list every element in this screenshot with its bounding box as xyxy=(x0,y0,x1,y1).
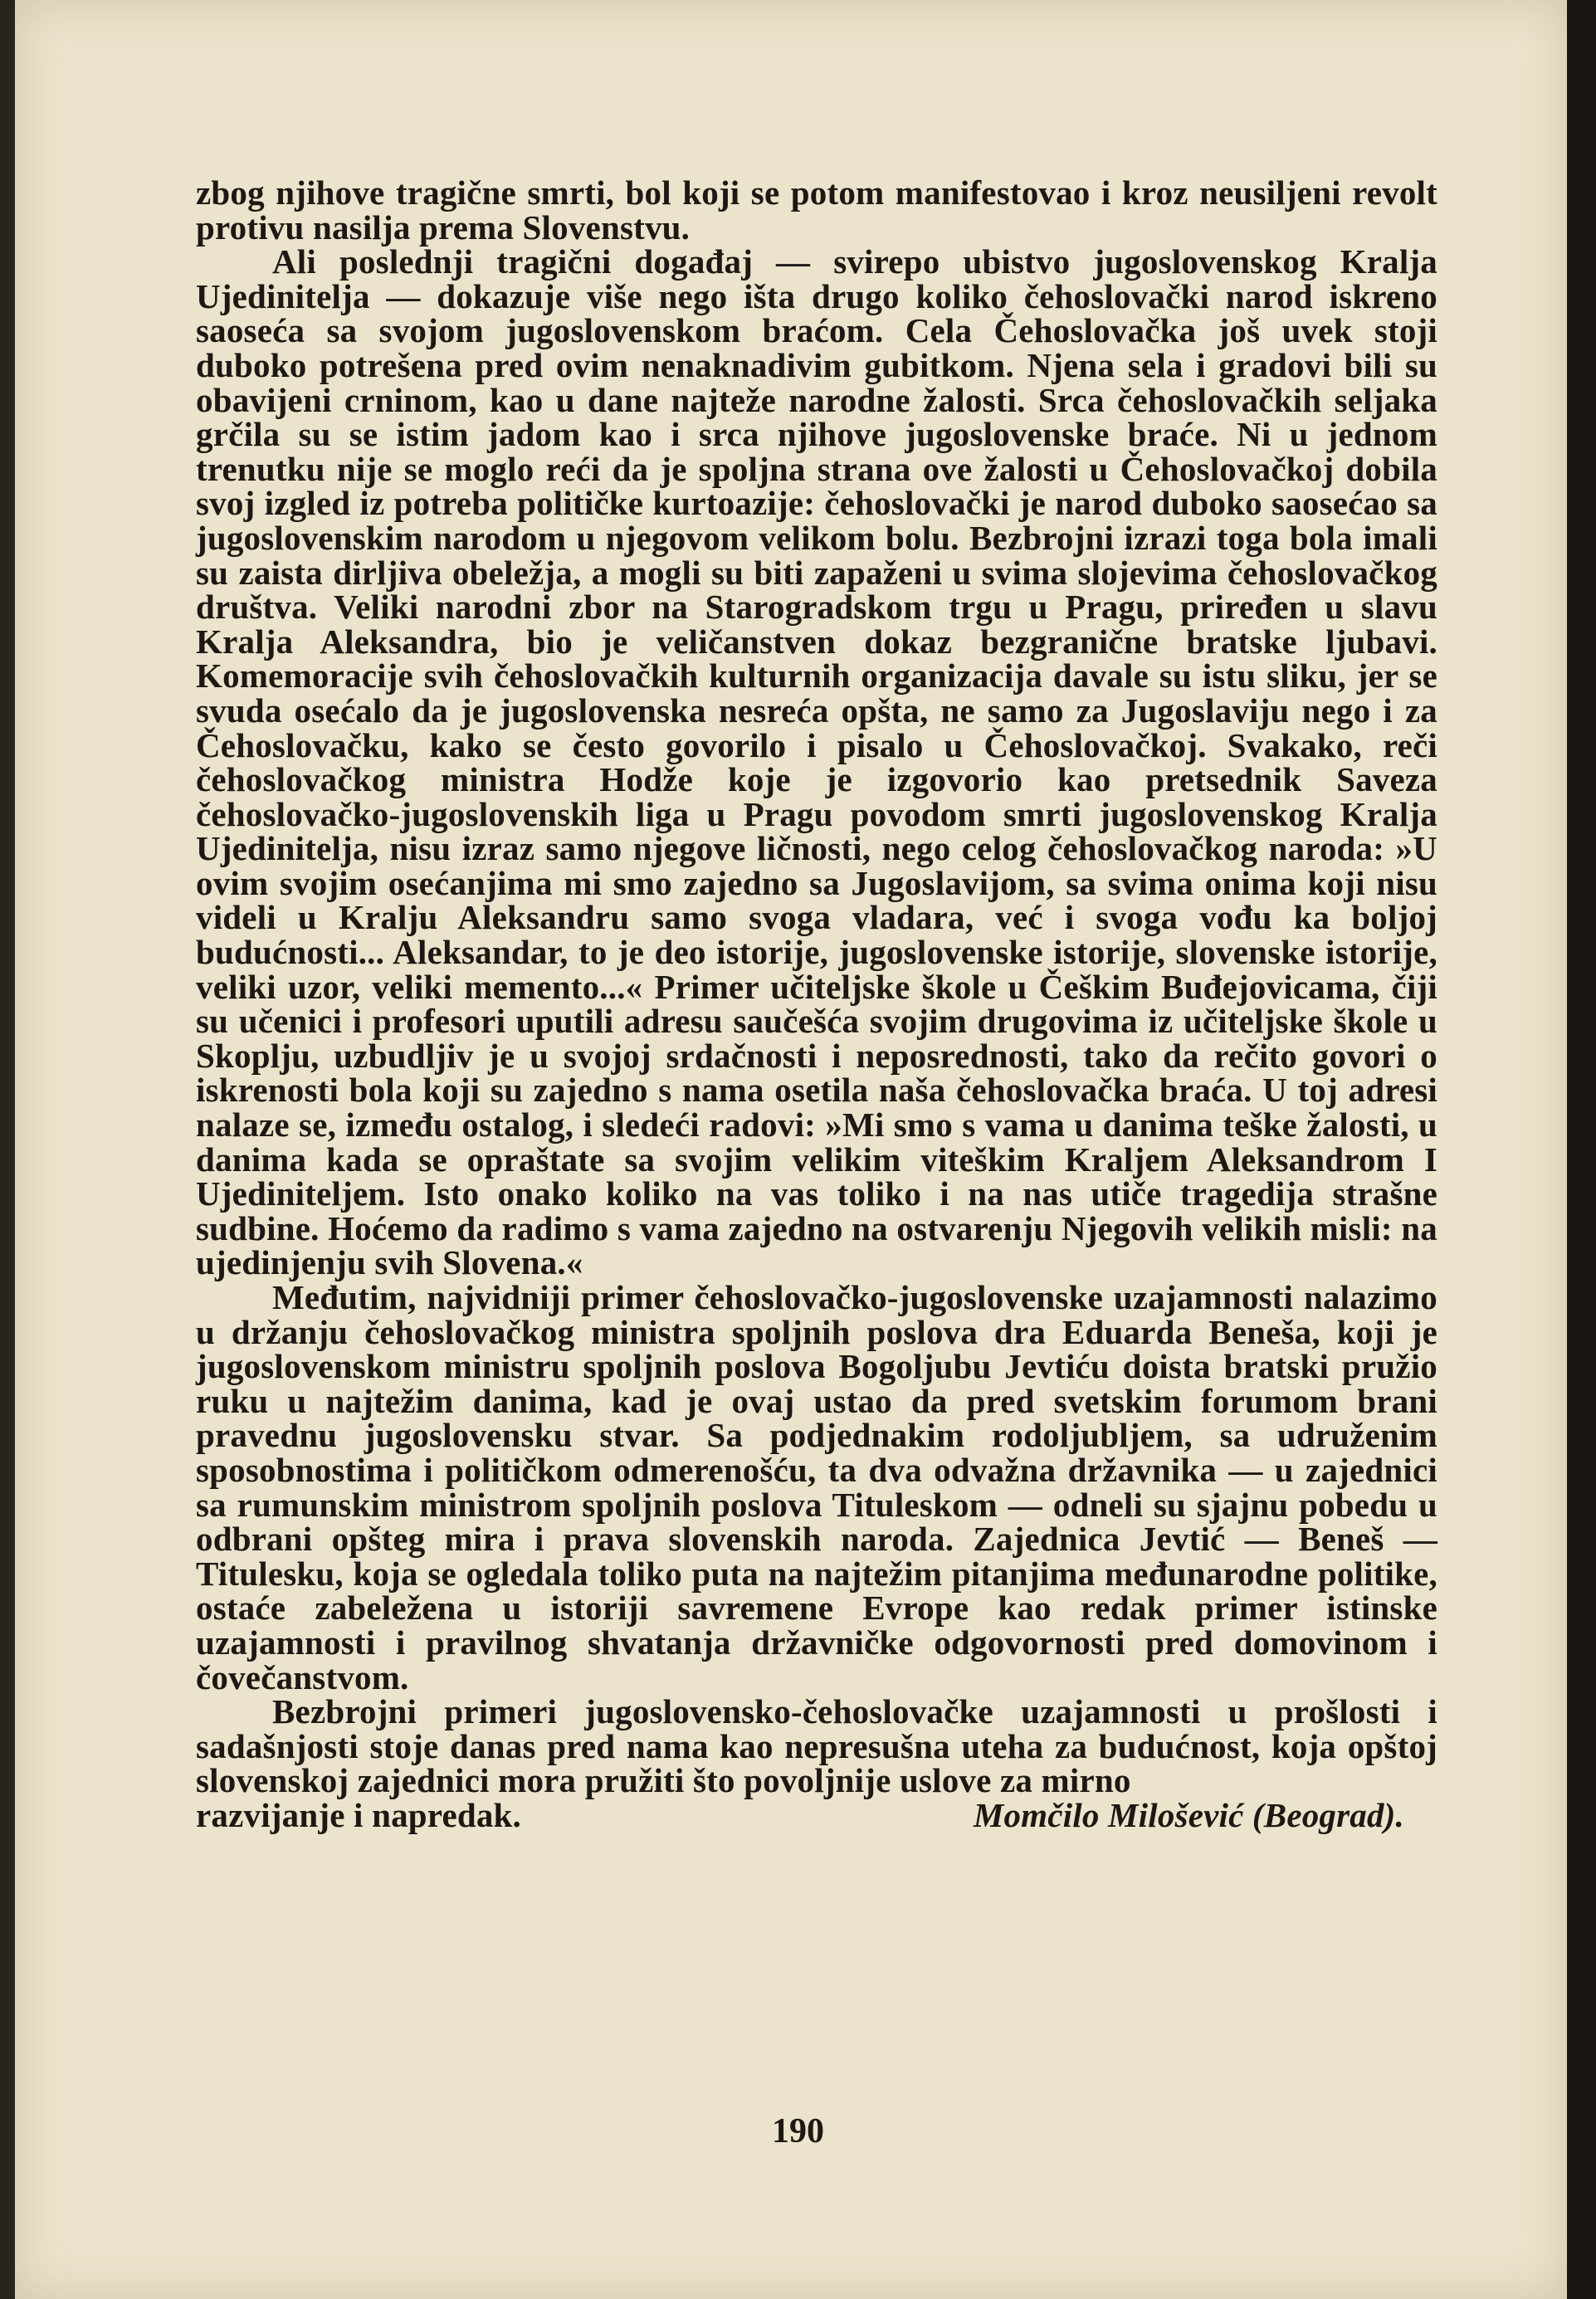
article-body xyxy=(196,173,1437,1834)
closing-line xyxy=(196,1795,1437,1834)
paragraph-1: zbog njihove tragične smrti, bol koji se potom manifestovao i kroz neusiljeni revolt protivu nasilja prema Slovenstvu. xyxy=(196,173,1437,246)
page-number: 190 xyxy=(772,2112,824,2150)
paragraph-2: Ali poslednji tragični događaj — svirepo ubistvo jugoslovenskog Kralja Ujedinitelja — dokazuje više nego išta drugo koliko čehoslovački narod iskreno saoseća sa svojom jugoslovenskom braćom. Cela Čehoslovačka još uvek stoji duboko potrešena pred ovim nenaknadivim gubitkom. Njena sela i gradovi bili su obavijeni crninom, kao u dane najteže narodne žalosti. Srca čehoslovačkih seljaka grčila su se istim jadom kao i srca njihove jugoslovenske braće. Ni u jednom trenutku nije se moglo reći da je spoljna strana ove žalosti u Čehoslovačkoj dobila svoj izgled iz potreba političke kurtoazije: čehoslovački je narod duboko saosećao sa jugoslovenskim narodom u njegovom velikom bolu. Bezbrojni izrazi toga bola imali su zaista dirljiva obeležja, a mogli su biti zapaženi u svima slojevima čehoslovačkog društva. Veliki narodni zbor na Starogradskom trgu u Pragu, priređen u slavu Kralja Aleksandra, bio je veličanstven dokaz bezgranične bratske ljubavi. Komemoracije svih čehoslovačkih kulturnih organizacija davale su istu sliku, jer se svuda osećalo da je jugoslovenska nesreća opšta, ne samo za Jugoslaviju nego i za Čehoslovačku, kako se često govorilo i pisalo u Čehoslovačkoj. Svakako, reči čehoslovačkog ministra Hodže koje je izgovorio kao pretsednik Saveza čehoslovačko-jugoslovenskih liga u Pragu povodom smrti jugoslovenskog Kralja Ujedinitelja, nisu izraz samo njegove ličnosti, nego celog čehoslovačkog naroda: »U ovim svojim osećanjima mi smo zajedno sa Jugoslavijom, sa svima onima koji nisu videli u Kralju Aleksandru samo svoga vladara, već i svoga vođu ka boljoj budućnosti... Aleksandar, to je deo istorije, jugoslovenske istorije, slovenske istorije, veliki uzor, veliki memento...« Primer učiteljske škole u Češkim Buđejovicama, čiji su učenici i profesori uputili adresu saučešća svojim drugovima iz učiteljske škole u Skoplju, uzbudljiv je u svojoj srdačnosti i neposrednosti, tako da rečito govori o iskrenosti bola koji su zajedno s nama osetila naša čehoslovačka braća. U toj adresi nalaze se, između ostalog, i sledeći radovi: »Mi smo s vama u danima teške žalosti, u danima kada se opraštate sa svojim velikim viteškim Kraljem Aleksandrom I Ujediniteljem. Isto onako koliko na vas toliko i na nas utiče tragedija strašne sudbine. Hoćemo da radimo s vama zajedno na ostvarenju Njegovih velikih misli: na ujedinjenju svih Slovena.« xyxy=(196,242,1437,1282)
closing-text: razvijanje i napredak. xyxy=(196,1795,521,1834)
binding-edge xyxy=(1567,0,1596,2299)
paragraph-3: Međutim, najvidniji primer čehoslovačko-jugoslovenske uzajamnosti nalazimo u držanju čehoslovačkog ministra spoljnih poslova dra Eduarda Beneša, koji je jugoslovenskom ministru spoljnih poslova Bogoljubu Jevtiću doista bratski pružio ruku u najtežim danima, kad je ovaj ustao da pred svetskim forumom brani pravednu jugoslovensku stvar. Sa podjednakim rodoljubljem, sa udruženim sposobnostima i političkom odmerenošću, ta dva odvažna državnika — u zajednici sa rumunskim ministrom spoljnih poslova Tituleskom — odneli su sjajnu pobedu u odbrani opšteg mira i prava slovenskih naroda. Zajednica Jevtić — Beneš — Titulesku, koja se ogledala toliko puta na najtežim pitanjima međunarodne politike, ostaće zabeležena u istoriji savremene Evrope kao redak primer istinske uzajamnosti i pravilnog shvatanja državničke odgovornosti pred domovinom i čovečanstvom. xyxy=(196,1278,1437,1696)
paragraph-4: Bezbrojni primeri jugoslovensko-čehoslovačke uzajamnosti u prošlosti i sadašnjosti stoje danas pred nama kao nepresušna uteha za budućnost, koja opštoj slovenskoj zajednici mora pružiti što povoljnije uslove za mirno xyxy=(196,1692,1437,1800)
author-signature: Momčilo Milošević (Beograd). xyxy=(973,1795,1404,1834)
